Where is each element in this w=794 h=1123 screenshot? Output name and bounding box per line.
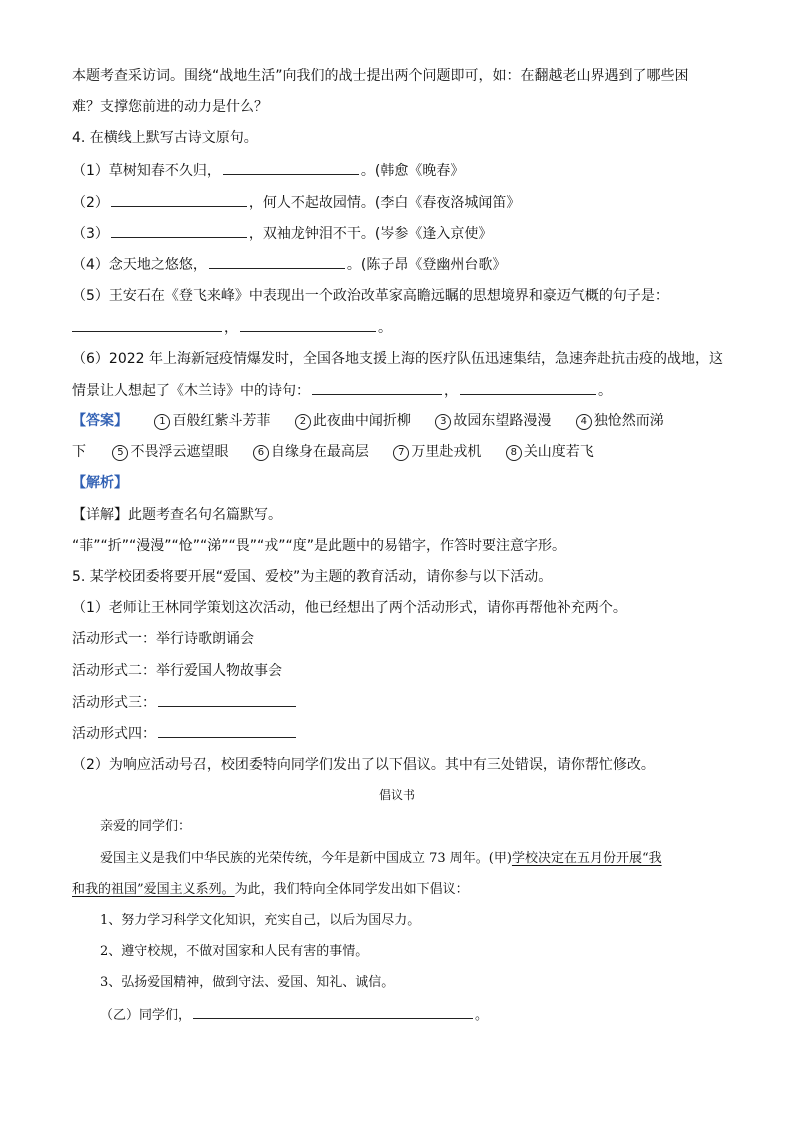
- answer-blank[interactable]: [209, 254, 345, 269]
- answer-blank[interactable]: [72, 317, 222, 332]
- analysis-detail: [72, 505, 282, 525]
- answer-blank[interactable]: [111, 192, 247, 207]
- answer-text: 自缘身在最高层: [270, 444, 369, 460]
- intro-line-1: 本题考查采访词。围绕“战地生活”向我们的战士提出两个问题即可，如：在翻越老山界遇到了哪些困: [72, 68, 689, 84]
- circled-number: 7: [393, 445, 409, 461]
- answer-item: [435, 411, 551, 431]
- answer-blank[interactable]: [460, 380, 596, 395]
- answer-text: 独怆然而涕: [593, 413, 664, 429]
- answer-blank[interactable]: [158, 692, 296, 707]
- answer-continuation: 下: [72, 444, 86, 460]
- proposal-title: 倡议书: [378, 788, 415, 802]
- q4-s6-prefix: 情景让人想起了《木兰诗》中的诗句：: [72, 383, 310, 399]
- q4-sentence-6: （6）2022 年上海新冠疫情爆发时，全国各地支援上海的医疗队伍迅速集结，急速奔赴抗击疫的战地，这: [72, 351, 723, 367]
- answer-blank[interactable]: [312, 380, 442, 395]
- proposal-greeting: 亲爱的同学们：: [100, 819, 192, 834]
- proposal-para-text: 爱国主义是我们中华民族的光荣传统，今年是新中国成立 73 周年。(甲): [100, 851, 512, 866]
- q5-part-2: （2）为响应活动号召，校团委特向同学们发出了以下倡议。其中有三处错误，请你帮忙修改。: [72, 757, 655, 773]
- q4-sentence-3: [72, 223, 492, 244]
- q4-s3-suffix: ，双袖龙钟泪不干。(岑参《逢入京使》: [248, 226, 493, 242]
- circled-number: 8: [506, 445, 522, 461]
- q5-title: 5. 某学校团委将要开展“爱国、爱校”为主题的教育活动，请你参与以下活动。: [72, 569, 553, 585]
- answer-item: [112, 442, 228, 462]
- q4-s4-suffix: 。(陈子昂《登幽州台歌》: [346, 257, 507, 273]
- q4-s3-prefix: （3）: [72, 226, 109, 242]
- activity-form-3-label: 活动形式三：: [72, 695, 156, 711]
- answer-blank[interactable]: [240, 317, 376, 332]
- answer-text: 百般红紫斗芳菲: [172, 413, 271, 429]
- q4-s6-end: 。: [598, 383, 612, 399]
- activity-form-4-label: 活动形式四：: [72, 726, 156, 742]
- q4-s2-suffix: ，何人不起故园情。(李白《春夜洛城闻笛》: [248, 195, 521, 211]
- q4-s1-suffix: 。(韩愈《晚春》: [360, 163, 465, 179]
- q4-sentence-2: [72, 192, 520, 213]
- answer-item: [253, 442, 369, 462]
- q4-s5-end: 。: [378, 320, 392, 336]
- answer-blank[interactable]: [193, 1004, 473, 1019]
- q4-sentence-4: [72, 254, 506, 275]
- q4-sentence-6-blanks: [72, 380, 612, 401]
- proposal-yi-end: 。: [475, 1008, 489, 1023]
- q4-sentence-5-blanks: [72, 317, 392, 338]
- proposal-yi: [100, 1004, 488, 1026]
- answer-item: [393, 442, 481, 462]
- q4-sentence-5: （5）王安石在《登飞来峰》中表现出一个政治改革家高瞻远瞩的思想境界和豪迈气概的句子是：: [72, 288, 669, 304]
- answer-text: 不畏浮云遮望眼: [130, 444, 229, 460]
- circled-number: 6: [253, 445, 269, 461]
- answer-item: [154, 411, 270, 431]
- intro-line-2: 难？支撑您前进的动力是什么？: [72, 99, 268, 115]
- answer-text: 此夜曲中闻折柳: [312, 413, 411, 429]
- answer-blank[interactable]: [111, 223, 247, 238]
- q4-s2-prefix: （2）: [72, 195, 109, 211]
- activity-form-3: [72, 692, 298, 713]
- circled-number: 5: [112, 445, 128, 461]
- q4-s1-prefix: （1）草树知春不久归，: [72, 163, 221, 179]
- answer-blank[interactable]: [158, 723, 296, 738]
- q4-title: 4. 在横线上默写古诗文原句。: [72, 130, 258, 146]
- circled-number: 1: [154, 414, 170, 430]
- answer-item: [506, 442, 594, 462]
- circled-number: 3: [435, 414, 451, 430]
- q4-s6-separator: ，: [444, 383, 458, 399]
- activity-form-1: 活动形式一：举行诗歌朗诵会: [72, 631, 254, 647]
- answer-blank[interactable]: [223, 160, 359, 175]
- q4-s4-prefix: （4）念天地之悠悠，: [72, 257, 207, 273]
- proposal-yi-prefix: （乙）同学们，: [100, 1008, 192, 1023]
- analysis-tag: 【解析】: [72, 475, 128, 491]
- proposal-paragraph-1-cont: [72, 880, 469, 900]
- activity-form-2: 活动形式二：举行爱国人物故事会: [72, 663, 282, 679]
- marked-sentence-jia: 学校决定在五月份开展“我: [511, 851, 662, 866]
- marked-sentence-jia-cont: 和我的祖国”爱国主义系列。: [72, 882, 235, 897]
- answer-text: 故园东望路漫漫: [453, 413, 552, 429]
- analysis-note: “菲”“折”“漫漫”“怆”“涕”“畏”“戎”“度”是此题中的易错字，作答时要注意字形。: [72, 538, 567, 554]
- q4-sentence-1: [72, 160, 464, 181]
- proposal-item-1: 1、努力学习科学文化知识，充实自己，以后为国尽力。: [100, 913, 421, 928]
- answer-line-1: [72, 411, 664, 431]
- answer-item: [295, 411, 411, 431]
- detail-tag: 【详解】: [72, 507, 128, 523]
- answer-text: 万里赴戎机: [411, 444, 482, 460]
- answer-line-2: [72, 442, 614, 462]
- answer-text: 关山度若飞: [523, 444, 594, 460]
- q4-s5-separator: ，: [224, 320, 238, 336]
- answer-tag: 【答案】: [72, 413, 128, 429]
- proposal-item-3: 3、弘扬爱国精神，做到守法、爱国、知礼、诚信。: [100, 975, 395, 990]
- answer-item: [576, 411, 664, 431]
- q5-part-1: （1）老师让王林同学策划这次活动，他已经想出了两个活动形式，请你再帮他补充两个。: [72, 600, 627, 616]
- circled-number: 2: [295, 414, 311, 430]
- proposal-para-text: 为此，我们特向全体同学发出如下倡议：: [234, 882, 469, 897]
- proposal-item-2: 2、遵守校规，不做对国家和人民有害的事情。: [100, 944, 369, 959]
- circled-number: 4: [576, 414, 592, 430]
- detail-text: 此题考查名句名篇默写。: [128, 507, 282, 523]
- proposal-paragraph-1: [100, 849, 662, 869]
- activity-form-4: [72, 723, 298, 744]
